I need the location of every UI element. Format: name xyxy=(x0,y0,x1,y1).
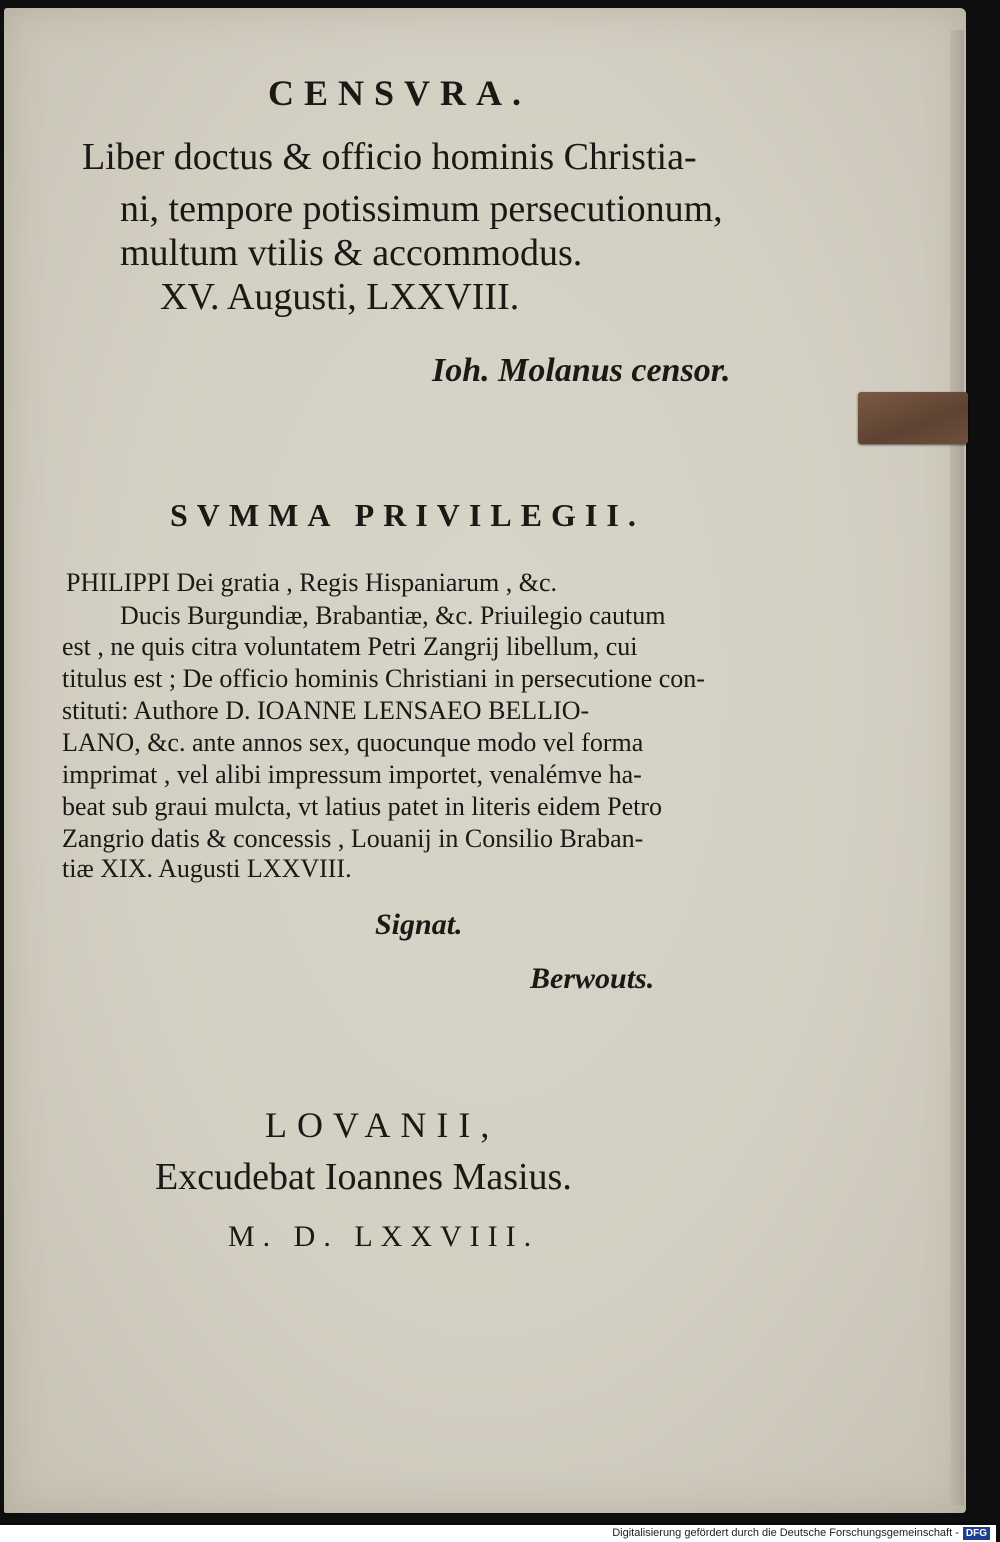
privilegii-line: est , ne quis citra voluntatem Petri Zangrij libellum, cui xyxy=(62,632,638,661)
privilegii-line: titulus est ; De officio hominis Christiani in persecutione con- xyxy=(62,664,705,693)
privilegii-line: stituti: Authore D. IOANNE LENSAEO BELLIO- xyxy=(62,696,590,725)
privilegii-line: Ducis Burgundiæ, Brabantiæ, &c. Priuilegio cautum xyxy=(120,601,666,630)
dfg-logo: DFG xyxy=(963,1527,990,1540)
privilegii-line: tiæ XIX. Augusti LXXVIII. xyxy=(62,854,352,883)
privilegii-line: PHILIPPI Dei gratia , Regis Hispaniarum , &c. xyxy=(66,568,558,597)
censura-line: Liber doctus & officio hominis Christia- xyxy=(82,136,697,178)
imprint-city: LOVANII, xyxy=(265,1105,500,1145)
digitization-footer xyxy=(0,1525,996,1542)
privilegii-line: Zangrio datis & concessis , Louanij in Consilio Braban- xyxy=(62,824,644,853)
page-edge xyxy=(950,30,964,1505)
privilegii-title: SVMMA PRIVILEGII. xyxy=(170,497,645,533)
censura-line: ni, tempore potissimum persecutionum, xyxy=(120,188,723,230)
imprint-printer: Excudebat Ioannes Masius. xyxy=(155,1156,572,1198)
censura-title: CENSVRA. xyxy=(268,73,532,113)
privilegii-line: LANO, &c. ante annos sex, quocunque modo vel forma xyxy=(62,728,644,757)
imprint-year: M. D. LXXVIII. xyxy=(228,1220,540,1253)
privilegii-line: beat sub graui mulcta, vt latius patet in literis eidem Petro xyxy=(62,792,663,821)
privilegii-line: imprimat , vel alibi impressum importet, venalémve ha- xyxy=(62,760,642,789)
censura-date: XV. Augusti, LXXVIII. xyxy=(160,276,520,318)
censura-line: multum vtilis & accommodus. xyxy=(120,232,583,274)
footer-text: Digitalisierung gefördert durch die Deutsche Forschungsgemeinschaft - xyxy=(612,1527,959,1539)
signat-label: Signat. xyxy=(375,908,463,941)
censor-signature: Ioh. Molanus censor. xyxy=(432,352,731,389)
signer-name: Berwouts. xyxy=(530,962,655,995)
leather-tab xyxy=(858,392,968,444)
